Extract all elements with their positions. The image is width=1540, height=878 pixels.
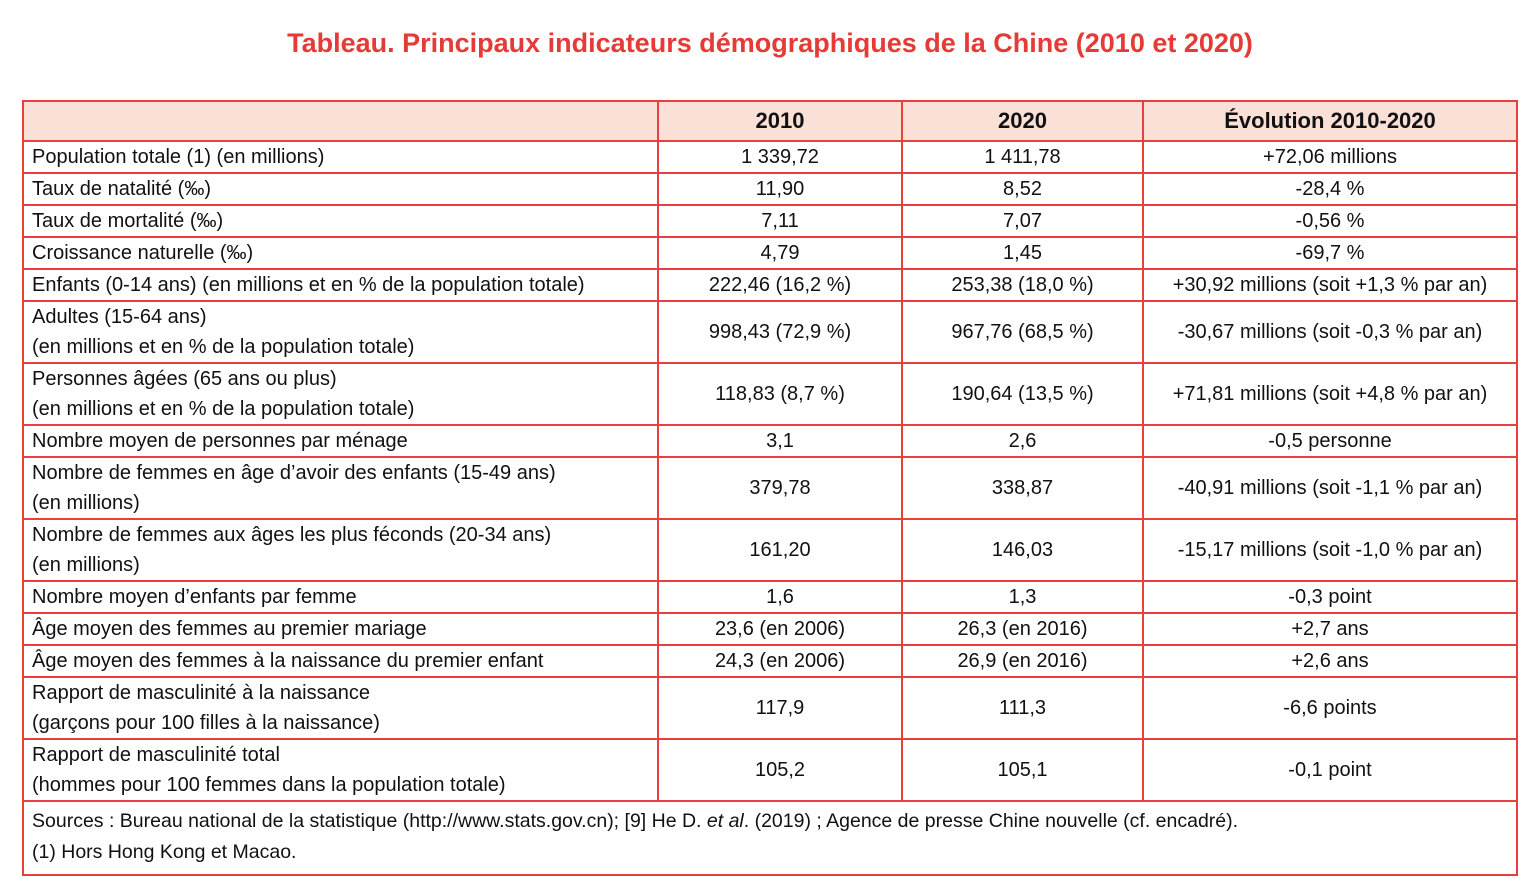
value-2020: 338,87 [902, 457, 1143, 519]
value-2020: 146,03 [902, 519, 1143, 581]
value-2010: 222,46 (16,2 %) [658, 269, 902, 301]
value-2010: 11,90 [658, 173, 902, 205]
value-2020: 26,3 (en 2016) [902, 613, 1143, 645]
value-evolution: -30,67 millions (soit -0,3 % par an) [1143, 301, 1517, 363]
indicator-label-line: Rapport de masculinité à la naissance [32, 682, 370, 704]
value-evolution: -28,4 % [1143, 173, 1517, 205]
value-2020: 1,45 [902, 237, 1143, 269]
indicator-label [23, 269, 658, 301]
indicator-label [23, 519, 658, 581]
table-title: Tableau. Principaux indicateurs démographiques de la Chine (2010 et 2020) [287, 28, 1253, 58]
value-2020: 105,1 [902, 739, 1143, 801]
value-2020: 26,9 (en 2016) [902, 645, 1143, 677]
indicator-label-line: Personnes âgées (65 ans ou plus) [32, 368, 337, 390]
indicator-label [23, 141, 658, 173]
indicator-label-line: Rapport de masculinité total [32, 744, 280, 766]
value-2010: 7,11 [658, 205, 902, 237]
indicator-label [23, 677, 658, 739]
value-2010: 105,2 [658, 739, 902, 801]
value-2020: 190,64 (13,5 %) [902, 363, 1143, 425]
table-header-row [23, 101, 1517, 141]
indicator-label [23, 613, 658, 645]
value-evolution: -0,56 % [1143, 205, 1517, 237]
indicator-label-line: Nombre de femmes aux âges les plus féconds (20-34 ans) [32, 524, 552, 546]
table-row [23, 457, 1517, 519]
value-evolution: +30,92 millions (soit +1,3 % par an) [1143, 269, 1517, 301]
value-2020: 111,3 [902, 677, 1143, 739]
value-2010: 1 339,72 [658, 141, 902, 173]
value-2010: 117,9 [658, 677, 902, 739]
value-evolution: -0,1 point [1143, 739, 1517, 801]
indicator-label-line: Enfants (0-14 ans) (en millions et en % de la population totale) [32, 274, 585, 296]
value-2020: 253,38 (18,0 %) [902, 269, 1143, 301]
indicator-label-line: Taux de natalité (‰) [32, 178, 211, 200]
sources-italic: et al [706, 810, 744, 832]
indicator-label-line: (en millions et en % de la population totale) [32, 336, 415, 358]
table-row [23, 363, 1517, 425]
value-2010: 118,83 (8,7 %) [658, 363, 902, 425]
table-row [23, 581, 1517, 613]
sources-text: Sources : Bureau national de la statistique (http://www.stats.gov.cn); [9] He D. [32, 810, 707, 832]
value-evolution: -15,17 millions (soit -1,0 % par an) [1143, 519, 1517, 581]
sources-line [32, 806, 1508, 837]
value-evolution: -69,7 % [1143, 237, 1517, 269]
indicator-label [23, 425, 658, 457]
value-2010: 3,1 [658, 425, 902, 457]
value-evolution: -40,91 millions (soit -1,1 % par an) [1143, 457, 1517, 519]
value-evolution: -0,5 personne [1143, 425, 1517, 457]
indicator-label [23, 363, 658, 425]
indicator-label [23, 205, 658, 237]
table-row [23, 301, 1517, 363]
indicator-label [23, 237, 658, 269]
table-row [23, 205, 1517, 237]
value-evolution: +71,81 millions (soit +4,8 % par an) [1143, 363, 1517, 425]
table-row [23, 613, 1517, 645]
table-row [23, 739, 1517, 801]
table-row [23, 269, 1517, 301]
value-2010: 24,3 (en 2006) [658, 645, 902, 677]
table-row [23, 141, 1517, 173]
value-evolution: -6,6 points [1143, 677, 1517, 739]
value-2010: 1,6 [658, 581, 902, 613]
value-evolution: -0,3 point [1143, 581, 1517, 613]
indicator-label-line: (garçons pour 100 filles à la naissance) [32, 712, 380, 734]
indicator-label-line: (en millions et en % de la population totale) [32, 398, 415, 420]
table-row [23, 677, 1517, 739]
indicator-label [23, 173, 658, 205]
indicator-label [23, 739, 658, 801]
indicator-label-line: Nombre moyen de personnes par ménage [32, 430, 408, 452]
indicator-label [23, 457, 658, 519]
value-2020: 7,07 [902, 205, 1143, 237]
value-2020: 2,6 [902, 425, 1143, 457]
footnote-line: (1) Hors Hong Kong et Macao. [32, 841, 297, 863]
indicator-label-line: Âge moyen des femmes au premier mariage [32, 618, 427, 640]
indicator-label-line: Nombre moyen d’enfants par femme [32, 586, 357, 608]
value-evolution: +2,6 ans [1143, 645, 1517, 677]
sources-row [23, 801, 1517, 875]
header-evolution: Évolution 2010-2020 [1143, 101, 1517, 141]
table-row [23, 425, 1517, 457]
indicator-label-line: Adultes (15-64 ans) [32, 306, 207, 328]
indicator-label-line: Âge moyen des femmes à la naissance du premier enfant [32, 650, 544, 672]
indicator-label-line: (hommes pour 100 femmes dans la population totale) [32, 774, 506, 796]
header-2020: 2020 [902, 101, 1143, 141]
indicator-label [23, 301, 658, 363]
indicator-label [23, 645, 658, 677]
indicator-label-line: Population totale (1) (en millions) [32, 146, 325, 168]
value-2020: 8,52 [902, 173, 1143, 205]
table-row [23, 519, 1517, 581]
header-indicator [23, 101, 658, 141]
value-evolution: +2,7 ans [1143, 613, 1517, 645]
value-2020: 1 411,78 [902, 141, 1143, 173]
sources-cell [23, 801, 1517, 875]
value-2020: 967,76 (68,5 %) [902, 301, 1143, 363]
table-row [23, 173, 1517, 205]
sources-text-end: . (2019) ; Agence de presse Chine nouvelle (cf. encadré). [743, 810, 1239, 832]
demographic-indicators-table [22, 100, 1518, 876]
indicator-label-line: (en millions) [32, 554, 140, 576]
header-2010: 2010 [658, 101, 902, 141]
value-2010: 4,79 [658, 237, 902, 269]
value-evolution: +72,06 millions [1143, 141, 1517, 173]
indicator-label [23, 581, 658, 613]
value-2010: 379,78 [658, 457, 902, 519]
value-2010: 23,6 (en 2006) [658, 613, 902, 645]
value-2020: 1,3 [902, 581, 1143, 613]
indicator-label-line: Nombre de femmes en âge d’avoir des enfants (15-49 ans) [32, 462, 556, 484]
table-row [23, 237, 1517, 269]
indicator-label-line: Croissance naturelle (‰) [32, 242, 254, 264]
value-2010: 998,43 (72,9 %) [658, 301, 902, 363]
indicator-label-line: Taux de mortalité (‰) [32, 210, 224, 232]
table-body [23, 141, 1517, 801]
table-row [23, 645, 1517, 677]
value-2010: 161,20 [658, 519, 902, 581]
indicator-label-line: (en millions) [32, 492, 140, 514]
